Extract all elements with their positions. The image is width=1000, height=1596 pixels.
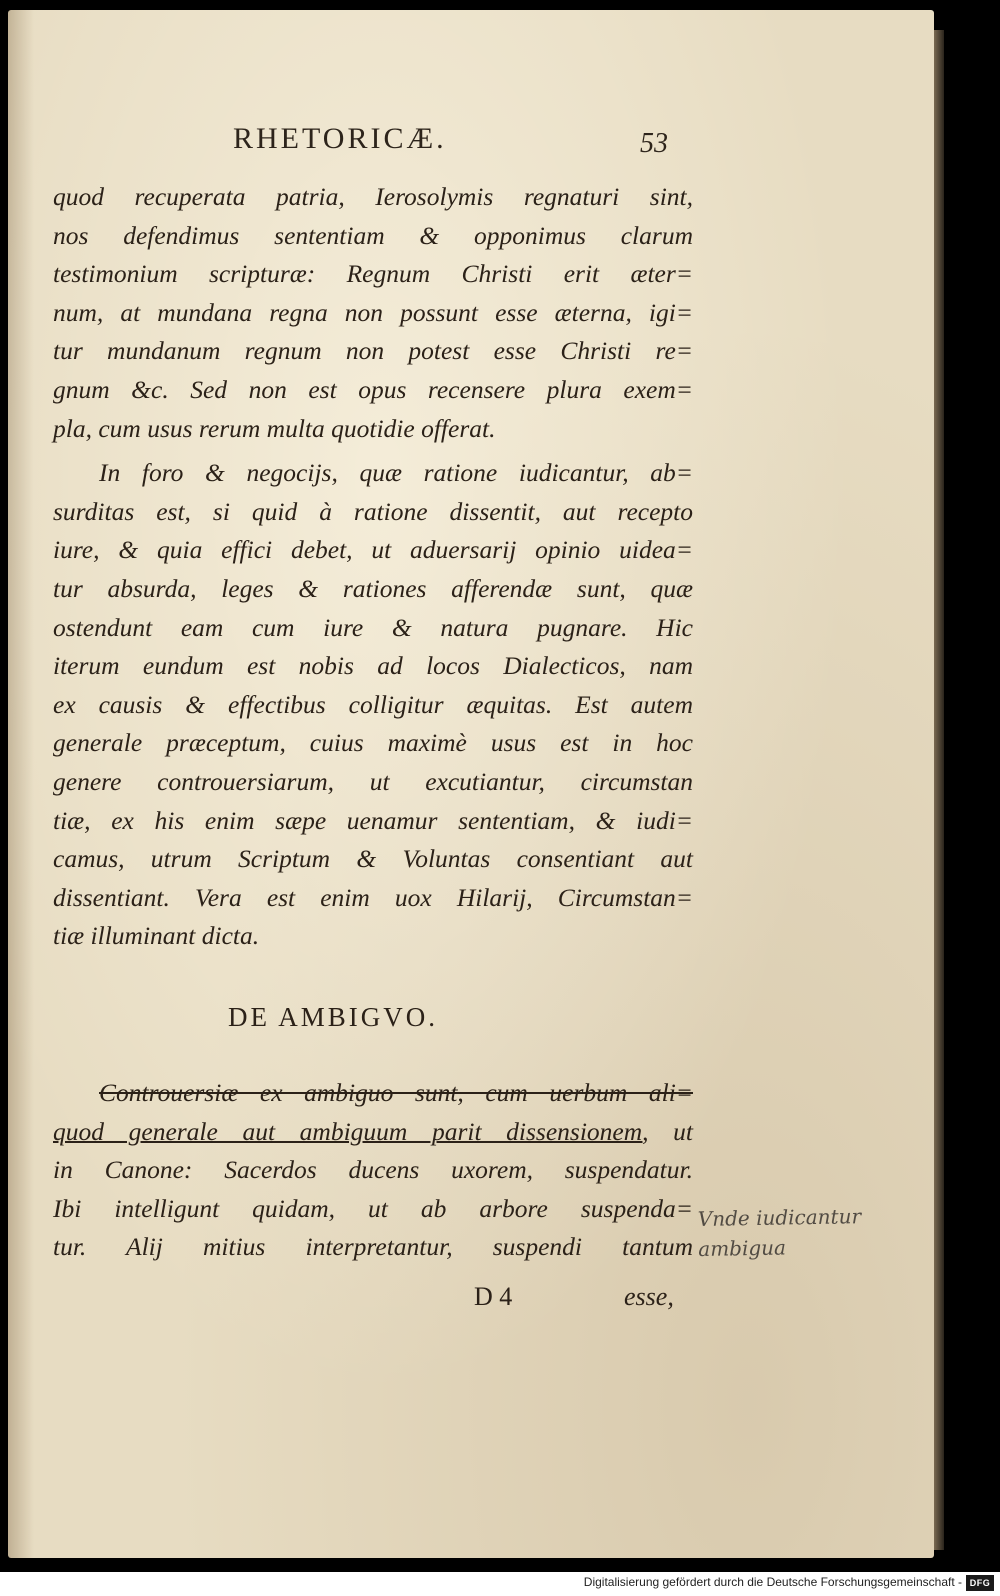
text-line: generale præceptum, cuius maximè usus est in hoc (53, 728, 693, 758)
text-line: nos defendimus sententiam & opponimus clarum (53, 220, 693, 250)
text-line: testimonium scripturæ: Regnum Christi erit æter= (53, 259, 693, 289)
text-fragment: ut (648, 1116, 693, 1146)
marginalia-line: ambigua (698, 1235, 787, 1262)
text-line: tur mundanum regnum non potest esse Christi re= (53, 336, 693, 366)
book-page (8, 10, 934, 1558)
page-edge (934, 30, 944, 1550)
text-line: ostendunt eam cum iure & natura pugnare. Hic (53, 612, 693, 642)
text-line (53, 1113, 693, 1152)
paragraph-2 (53, 454, 693, 956)
underlined-text: quod generale aut ambiguum parit dissensionem, (53, 1116, 649, 1146)
paragraph-1 (53, 178, 693, 448)
text-line: num, at mundana regna non possunt esse æterna, igi= (53, 297, 693, 327)
footer-bar (0, 1572, 1000, 1596)
text-line: camus, utrum Scriptum & Voluntas consentiant aut (53, 844, 693, 874)
footer-credit: Digitalisierung gefördert durch die Deutsche Forschungsgemeinschaft - (583, 1575, 962, 1589)
text-line: Ibi intelligunt quidam, ut ab arbore suspenda= (53, 1193, 693, 1223)
text-line: surditas est, si quid à ratione dissentit, aut recepto (53, 496, 693, 526)
text-line: pla, cum usus rerum multa quotidie offerat. (53, 413, 496, 443)
running-title: RHETORICÆ. (233, 122, 447, 155)
handwritten-marginalia (697, 1200, 928, 1264)
text-line: In foro & negocijs, quæ ratione iudicantur, ab= (99, 458, 693, 488)
text-line: dissentiant. Vera est enim uox Hilarij, Circumstan= (53, 882, 693, 912)
text-line: ex causis & effectibus colligitur æquitas. Est autem (53, 689, 693, 719)
folio-number: 53 (640, 128, 668, 159)
text-line: tiæ illuminant dicta. (53, 921, 260, 951)
catchword: esse, (624, 1282, 674, 1311)
text-line: iterum eundum est nobis ad locos Dialecticos, nam (53, 651, 693, 681)
section-text (53, 1074, 693, 1267)
text-line: tiæ, ex his enim sæpe uenamur sententiam, & iudi= (53, 805, 693, 835)
text-line: tur absurda, leges & rationes afferendæ sunt, quæ (53, 573, 693, 603)
marginalia-line: Vnde iudicantur (697, 1204, 862, 1232)
dfg-logo-icon: DFG (966, 1575, 994, 1591)
text-line: quod recuperata patria, Ierosolymis regnaturi sint, (53, 182, 693, 211)
text-line: tur. Alij mitius interpretantur, suspendi tantum (53, 1232, 693, 1262)
text-line: in Canone: Sacerdos ducens uxorem, suspendatur. (53, 1155, 693, 1185)
struck-line: Controuersiæ ex ambiguo sunt, cum uerbum ali= (99, 1078, 693, 1107)
main-text (53, 178, 693, 962)
text-line: iure, & quia effici debet, ut aduersarij opinio uidea= (53, 535, 693, 565)
page-header (8, 122, 934, 166)
text-line: gnum &c. Sed non est opus recensere plura exem= (53, 374, 693, 404)
text-line: genere controuersiarum, ut excutiantur, circumstan (53, 766, 693, 796)
section-heading: DE AMBIGVO. (228, 1002, 439, 1032)
signature-mark: D 4 (474, 1282, 513, 1311)
